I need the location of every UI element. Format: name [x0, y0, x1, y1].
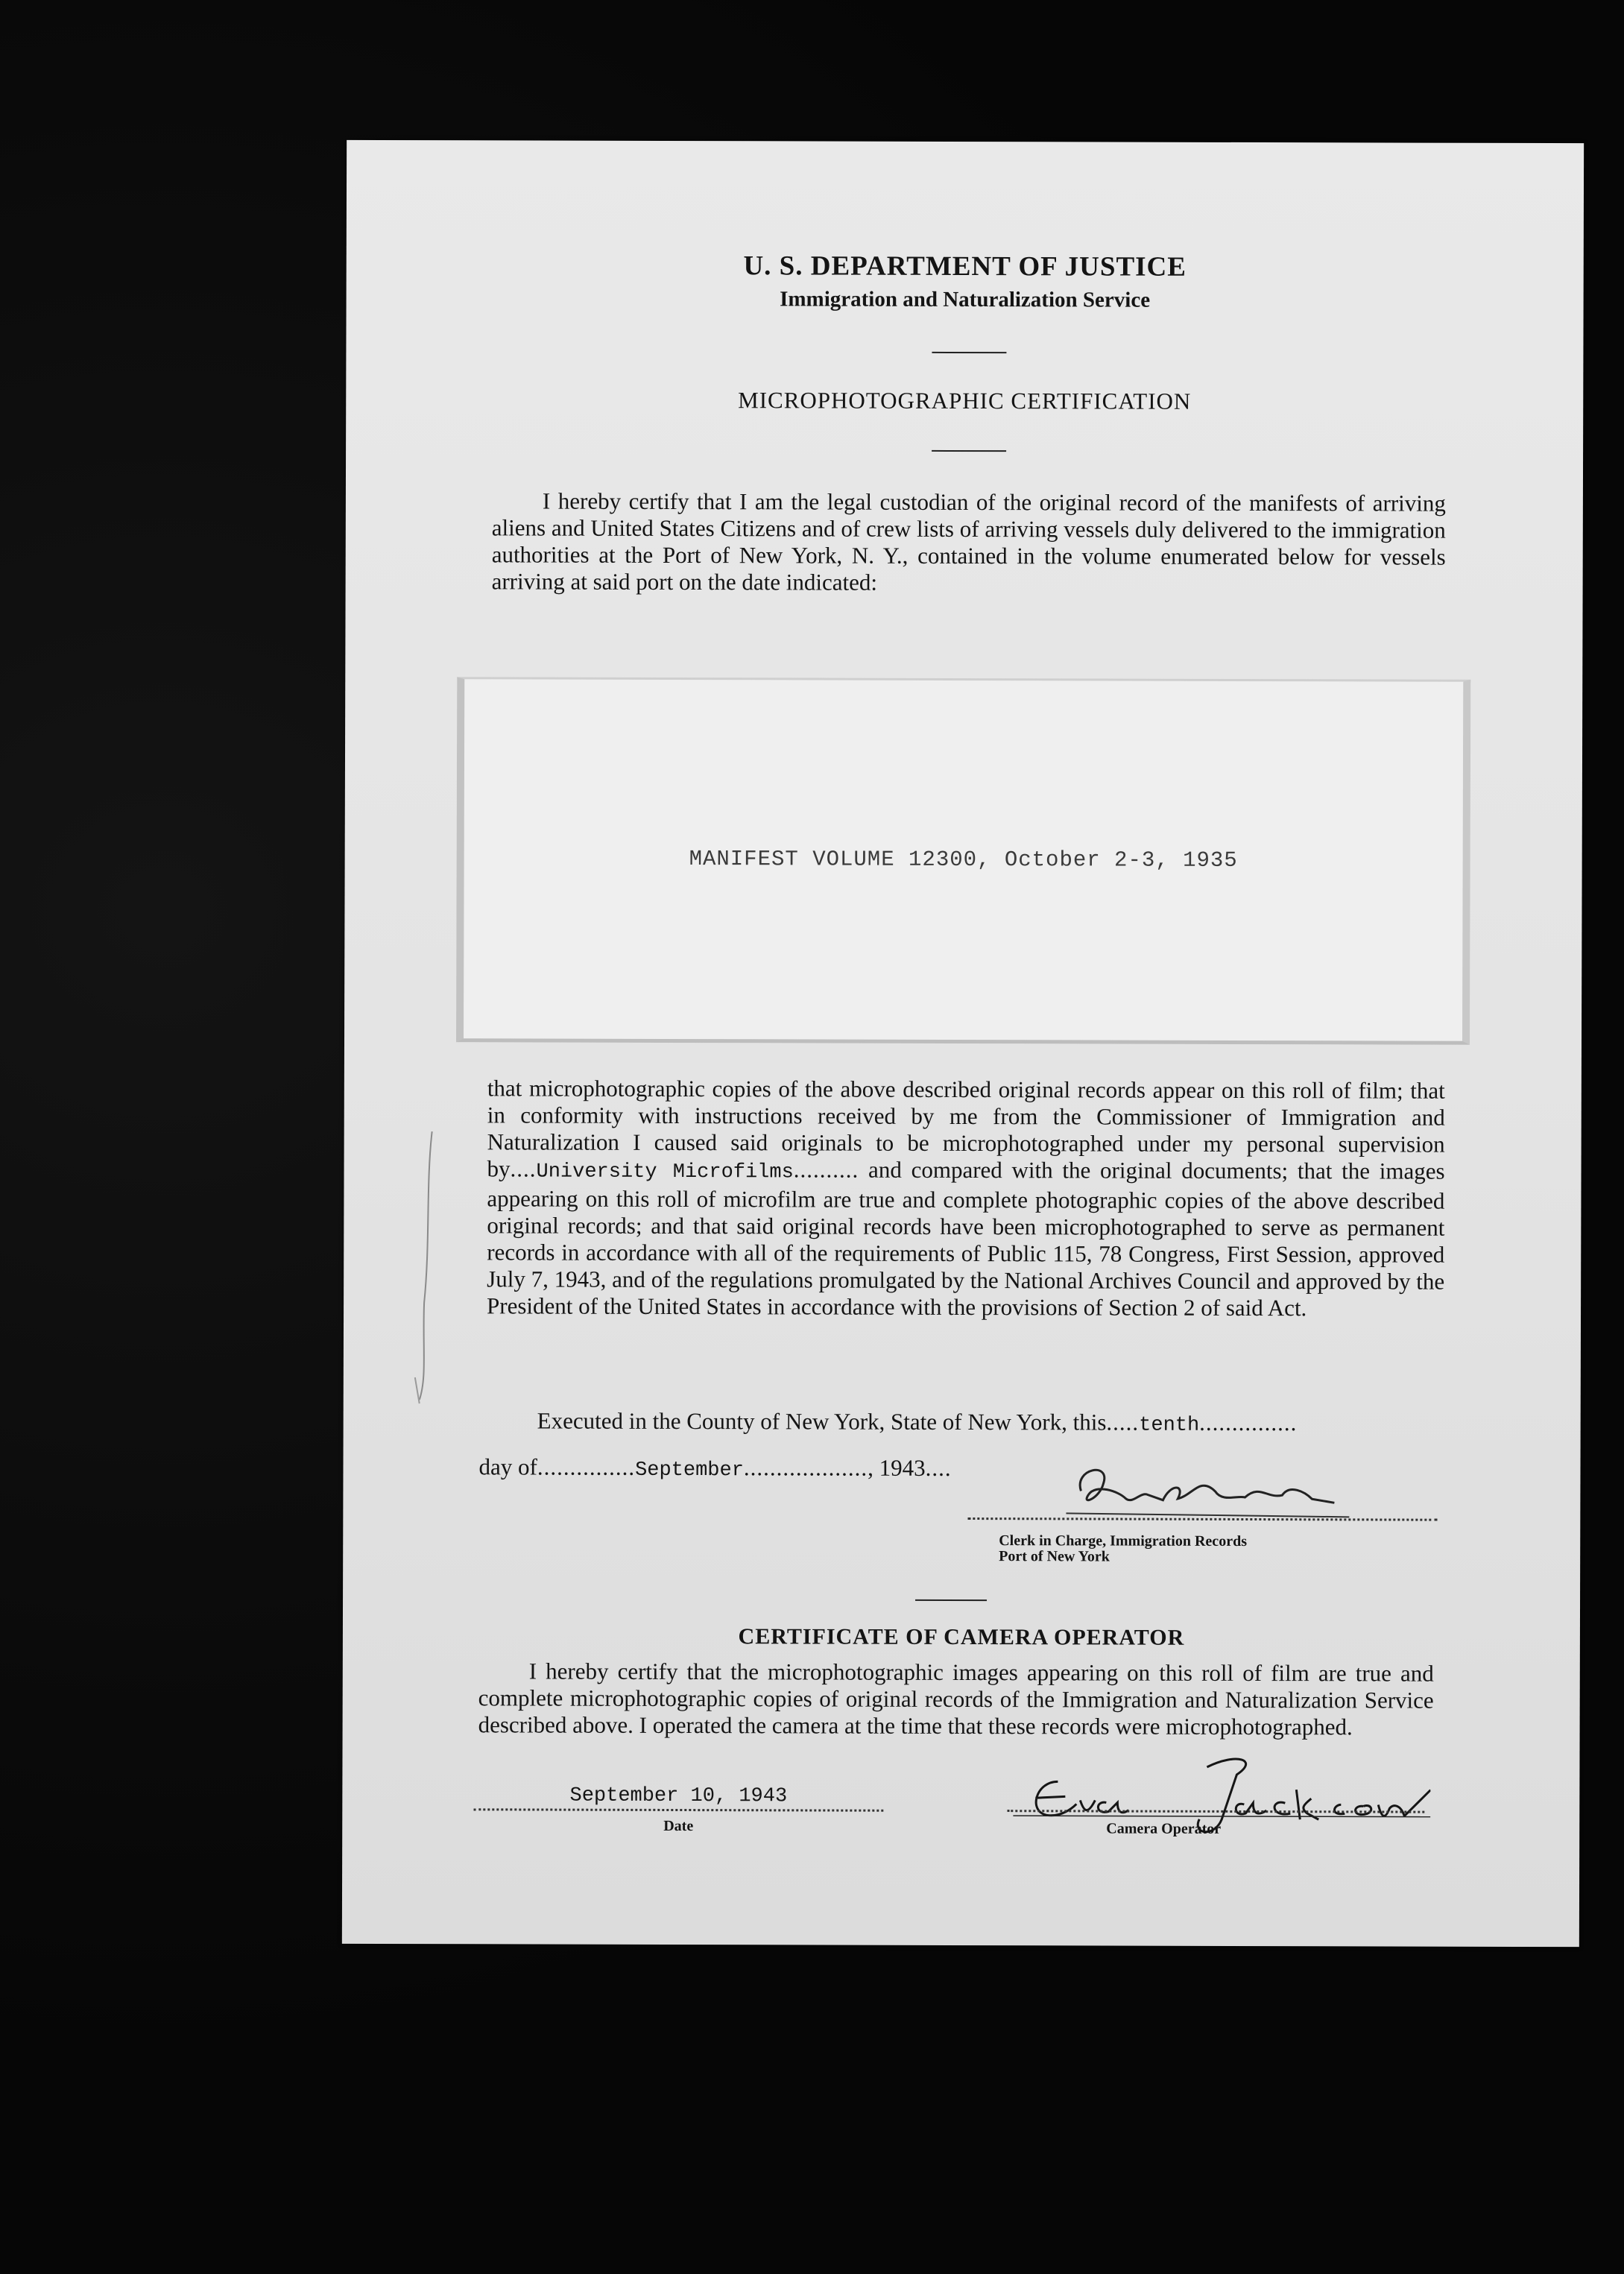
camera-date-line [473, 1808, 883, 1811]
divider [915, 1599, 987, 1601]
microfilm-statement-part2: and compared with the original documents; that the images appearing on this roll of microfilm are true and complete photographic copies of the above described original records; and that said original records have been microphotographed to serve as permanent records in accordance with all of the requirements of Public 115, 78 Congress, First Session, approved July 7, 1943, and of the regulations promulgated by the National Archives Council and approved by the President of the United States in accordance with the provisions of Section 2 of said Act. [487, 1156, 1445, 1321]
microfilm-statement [487, 1075, 1445, 1321]
divider [932, 450, 1006, 452]
filmed-by-value: University Microfilms [536, 1160, 794, 1184]
dotted-leader: .......... [793, 1156, 859, 1183]
clerk-signature [1066, 1461, 1364, 1521]
camera-certificate-statement: I hereby certify that the microphotographic images appearing on this roll of film are true and complete microphotographic copies of original records of the Immigration and Naturalization Service described above. I operated the camera at the time that these records were microphotographed. [478, 1658, 1434, 1740]
custodian-statement: I hereby certify that I am the legal custodian of the original record of the manifests of arriving aliens and United States Citizens and of crew lists of arriving vessels duly delivered to the immigration authorities at the Port of New York, N. Y., contained in the volume enumerated below for vessels arriving at said port on the date indicated: [491, 487, 1446, 596]
certificate-document [342, 140, 1584, 1947]
execution-day: tenth [1139, 1414, 1200, 1437]
camera-date-label: Date [663, 1817, 694, 1835]
clerk-title: Clerk in Charge, Immigration Records [999, 1532, 1248, 1550]
service-subtitle: Immigration and Naturalization Service [780, 287, 1151, 312]
dotted-leader: ..... [1106, 1409, 1140, 1436]
year-prefix: , 194 [868, 1454, 914, 1481]
record-description: MANIFEST VOLUME 12300, October 2-3, 1935 [689, 847, 1238, 873]
execution-prefix: Executed in the County of New York, State of New York, this [537, 1407, 1107, 1436]
divider [932, 352, 1006, 353]
execution-month: September [635, 1459, 744, 1482]
dotted-leader: ............... [537, 1453, 636, 1480]
year-digit: 3 [914, 1454, 926, 1481]
camera-certificate-title: CERTIFICATE OF CAMERA OPERATOR [738, 1624, 1185, 1650]
record-description-box [456, 677, 1470, 1045]
certification-title: MICROPHOTOGRAPHIC CERTIFICATION [738, 387, 1192, 414]
dotted-leader: .... [510, 1155, 537, 1182]
dotted-leader: ................... [743, 1454, 868, 1481]
camera-date-value: September 10, 1943 [569, 1784, 788, 1808]
camera-operator-label: Camera Operator [1106, 1820, 1222, 1837]
microfilm-statement-part1: that microphotographic copies of the above described original records appear on this roll of film; that in conformity with instructions received by me from the Commissioner of Immigration and Naturalization I caused said originals to be microphotographed under my personal supervision by [487, 1075, 1445, 1182]
clerk-port: Port of New York [999, 1548, 1110, 1565]
dotted-leader: .... [925, 1454, 952, 1481]
execution-line [487, 1407, 1444, 1439]
margin-pencil-mark [409, 1124, 440, 1407]
day-of-label: day of [478, 1453, 537, 1480]
dotted-leader: ............... [1199, 1409, 1298, 1436]
department-title: U. S. DEPARTMENT OF JUSTICE [743, 250, 1187, 282]
